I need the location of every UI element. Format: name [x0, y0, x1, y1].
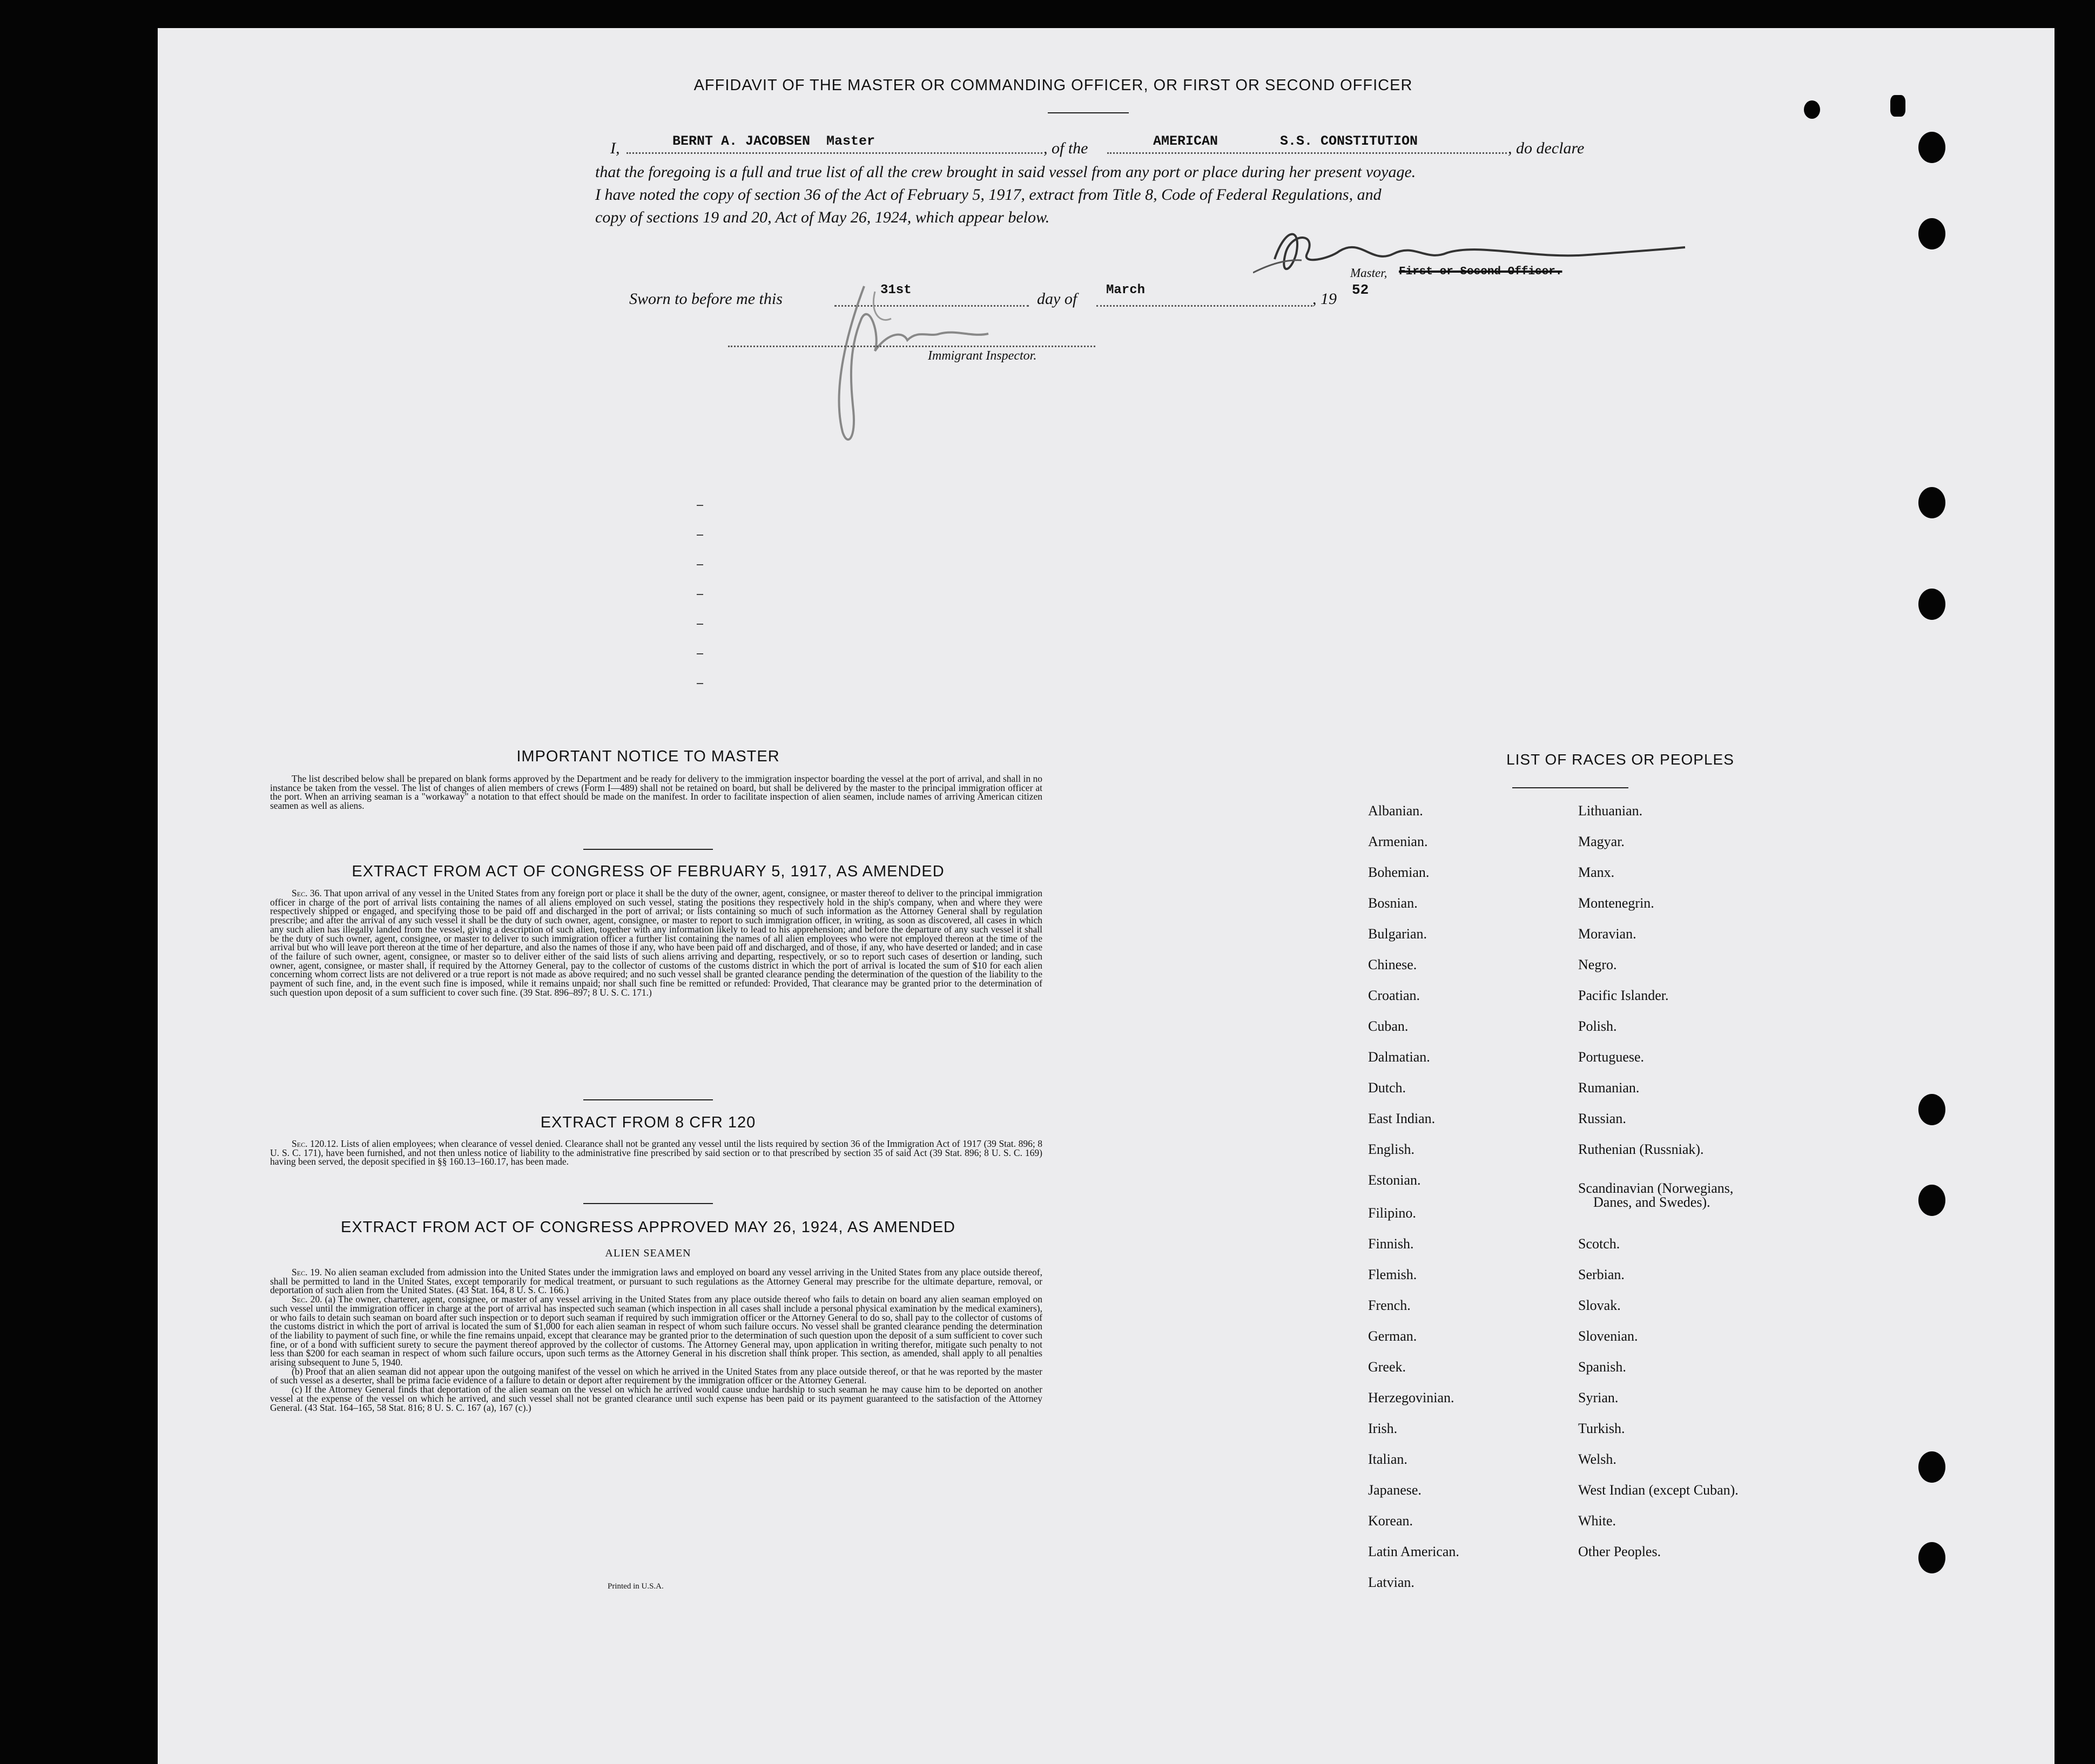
race-right-item: White.: [1578, 1513, 1616, 1529]
race-right-item: Magyar.: [1578, 834, 1625, 849]
race-right-item: Polish.: [1578, 1018, 1617, 1034]
affidavit-i-label: I,: [610, 139, 620, 157]
of-the-label: , of the: [1043, 139, 1088, 157]
sec-19-text: No alien seaman excluded from admission into the United States under the immigration laws and employed on board any vessel arriving in the United States from any place outside thereof, shall be permitted to land in the United States, except temporarily for medical treatment, or pursuant to such regulations as the Attorney General may prescribe for the ultimate departure, removal, or deportation of such alien from the United States. (43 Stat. 164, 8 U. S. C. 166.): [270, 1267, 1042, 1296]
races-title: LIST OF RACES OR PEOPLES: [1506, 751, 1734, 768]
race-left-item: Filipino.: [1368, 1205, 1416, 1221]
punch-hole: [1890, 95, 1905, 117]
extract-1917-sec: Sec. 36.: [292, 888, 322, 898]
notice-body: The list described below shall be prepared on blank forms approved by the Department and be ready for delivery to the immigration inspector boarding the vessel at the port of arrival, and shall in no instance be taken from the vessel. The list of changes of alien members of crews (Form I—489) shall not be retained on board, but shall be delivered by the master to the principal immigration officer at the port. When an arriving seaman is a "workaway" a notation to that effect should be made on the manifest. In order to facilitate inspection of alien seamen, include names of arriving American citizen seamen as well as aliens.: [270, 773, 1042, 812]
race-left-item: Bohemian.: [1368, 864, 1430, 880]
race-left-item: Albanian.: [1368, 803, 1423, 819]
sworn-label: Sworn to before me this: [629, 290, 783, 308]
punch-hole: [1918, 1451, 1945, 1483]
race-left-item: Dalmatian.: [1368, 1049, 1430, 1065]
race-right-item: Welsh.: [1578, 1451, 1616, 1467]
race-left-item: East Indian.: [1368, 1111, 1436, 1126]
extract-1924-body: [270, 1268, 1042, 1412]
sworn-month: March: [1106, 283, 1146, 298]
vessel-name: S.S. CONSTITUTION: [1280, 133, 1418, 149]
punch-hole: [1918, 1094, 1945, 1125]
month-line: [1096, 305, 1312, 307]
race-left-item: Bulgarian.: [1368, 926, 1427, 942]
race-left-item: French.: [1368, 1297, 1411, 1313]
printed-in-usa: Printed in U.S.A.: [608, 1582, 664, 1591]
extract-1924-title: EXTRACT FROM ACT OF CONGRESS APPROVED MAY 26, 1924, AS AMENDED: [341, 1219, 955, 1236]
year-prefix: , 19: [1312, 290, 1337, 308]
margin-tick: [697, 653, 703, 654]
inspector-caption: Immigrant Inspector.: [928, 349, 1037, 363]
race-right-item: Montenegrin.: [1578, 895, 1654, 911]
extract-cfr-sec: Sec. 120.12.: [292, 1138, 339, 1149]
sec-20-label: Sec. 20.: [292, 1294, 322, 1305]
sec-20a-text: (a) The owner, charterer, agent, consignee, or master of any vessel arriving in the United States from any place outside thereof who fails to detain on board any alien seaman employed on such vessel until the immigration officer in charge at the port of arrival has inspected such seaman (which inspection in all cases shall include a personal physical examination by the medical examiners), or who fails to detain such seaman on board after such inspection or to deport such seaman if required by such immigration officer or the Attorney General to do so, shall pay to the collector of customs of the customs district in which the port of arrival is located the sum of $1,000 for each alien seaman in respect of whom such failure occurs. No vessel shall be granted clearance pending the determination of the liability to payment of such fine, or while the fine remains unpaid, except that clearance may be granted prior to the determination of such question upon the deposit of a sum sufficient to cover such fine, or of a bond with sufficient surety to secure the payment thereof approved by the collector of customs. The Attorney General may, upon application in writing therefor, mitigate such penalty to not less than $200 for each seaman in respect of whom such failure occurs, upon such terms as the Attorney General in his discretion shall think proper. This section, as amended, shall apply to all penalties arising subsequent to June 5, 1940.: [270, 1294, 1042, 1368]
margin-tick: [697, 624, 703, 625]
race-right-item: Syrian.: [1578, 1390, 1619, 1405]
race-left-item: Bosnian.: [1368, 895, 1418, 911]
divider: [1048, 112, 1129, 113]
race-right-item: Serbian.: [1578, 1267, 1625, 1282]
race-left-item: Armenian.: [1368, 834, 1428, 849]
divider: [583, 849, 713, 850]
sec-20b-text: (b) Proof that an alien seaman did not appear upon the outgoing manifest of the vessel on which he arrived in the United States from any place outside thereof, or that he was reported by the master of such vessel as a deserter, shall be prima facie evidence of a failure to detain or deport after requirement by the immigration officer or the Attorney General.: [270, 1366, 1042, 1386]
sec-20c-text: (c) If the Attorney General finds that deportation of the alien seaman on the vessel on which he arrived would cause undue hardship to such seaman he may cause him to be deported on another vessel at the expense of the vessel on which he arrived, and such vessel shall not be granted clearance until such expense has been paid or its payment guaranteed to the satisfaction of the Attorney General. (43 Stat. 164–165, 58 Stat. 816; 8 U. S. C. 167 (a), 167 (c).): [270, 1384, 1042, 1413]
race-left-item: Greek.: [1368, 1359, 1406, 1375]
day-of-label: day of: [1037, 290, 1077, 308]
nationality: AMERICAN: [1153, 133, 1218, 149]
sworn-year: 52: [1352, 282, 1369, 298]
race-left-item: English.: [1368, 1141, 1414, 1157]
race-right-item: Lithuanian.: [1578, 803, 1643, 819]
race-left-item: Estonian.: [1368, 1172, 1421, 1188]
margin-tick: [697, 505, 703, 506]
divider: [583, 1203, 713, 1204]
notice-title: IMPORTANT NOTICE TO MASTER: [516, 748, 780, 765]
race-left-item: Herzegovinian.: [1368, 1390, 1454, 1405]
extract-cfr-title: EXTRACT FROM 8 CFR 120: [540, 1114, 756, 1131]
race-left-item: Korean.: [1368, 1513, 1413, 1529]
margin-tick: [697, 535, 703, 536]
race-right-item: Danes, and Swedes).: [1593, 1194, 1710, 1210]
officer-caption-struck: First or Second Officer.: [1399, 266, 1562, 278]
margin-tick: [697, 683, 703, 684]
race-right-item: West Indian (except Cuban).: [1578, 1482, 1739, 1498]
race-right-item: Manx.: [1578, 864, 1615, 880]
vessel-line: [1107, 152, 1507, 154]
punch-hole: [1918, 589, 1945, 620]
sec-19-label: Sec. 19.: [292, 1267, 322, 1278]
race-left-item: Latin American.: [1368, 1544, 1459, 1559]
extract-cfr-text: Lists of alien employees; when clearance of vessel denied. Clearance shall not be granted any vessel until the lists required by section 36 of the Immigration Act of 1917 (39 Stat. 896; 8 U. S. C. 171), have been furnished, and not then unless notice of liability to the administrative fine prescribed by said section or to that prescribed by section 35 of said Act (39 Stat. 896; 8 U. S. C. 169) having been served, the deposit specified in §§ 160.13–160.17, has been made.: [270, 1138, 1042, 1167]
master-name: BERNT A. JACOBSEN Master: [672, 133, 875, 149]
divider: [583, 1099, 713, 1100]
declaration-line-4: copy of sections 19 and 20, Act of May 26, 1924, which appear below.: [595, 208, 1050, 226]
extract-1917-body: [270, 889, 1042, 997]
race-right-item: Moravian.: [1578, 926, 1636, 942]
race-left-item: Dutch.: [1368, 1080, 1406, 1096]
do-declare-label: , do declare: [1508, 139, 1585, 157]
punch-hole: [1918, 487, 1945, 518]
race-right-item: Slovak.: [1578, 1297, 1621, 1313]
extract-cfr-body: [270, 1139, 1042, 1166]
affidavit-title: AFFIDAVIT OF THE MASTER OR COMMANDING OFFICER, OR FIRST OR SECOND OFFICER: [693, 77, 1413, 94]
race-left-item: Italian.: [1368, 1451, 1407, 1467]
punch-hole: [1918, 1185, 1945, 1216]
declaration-line-2: that the foregoing is a full and true list of all the crew brought in said vessel from any port or place during her present voyage.: [595, 163, 1416, 181]
race-right-item: Other Peoples.: [1578, 1544, 1661, 1559]
race-right-item: Scotch.: [1578, 1236, 1620, 1252]
inspector-line: [728, 346, 1095, 347]
name-line: [627, 152, 1042, 154]
race-right-item: Spanish.: [1578, 1359, 1626, 1375]
margin-tick: [697, 564, 703, 565]
punch-hole: [1918, 1542, 1945, 1573]
race-right-item: Turkish.: [1578, 1421, 1625, 1436]
divider: [1512, 787, 1628, 788]
extract-1917-text: That upon arrival of any vessel in the United States from any foreign port or place it shall be the duty of the owner, agent, consignee, or master thereof to deliver to the principal immigration officer in charge of the port of arrival lists containing the names of all aliens employed on such vessel, stating the positions they respectively hold in the ship's company, when and where they were respectively shipped or engaged, and specifying those to be paid off and discharged in the port of arrival; or lists containing so much of such information as the Attorney General shall by regulation prescribe; and after the arrival of any such vessel it shall be the duty of such owner, agent, consignee, or master to report to such immigration officer, in writing, as soon as discovered, all cases in which any such alien has illegally landed from the vessel, giving a description of such alien, together with any information likely to lead to his apprehension; and before the departure of any such vessel it shall be the duty of such owner, agent, consignee, or master to deliver to such immigration officer a further list containing the names of all alien employees who were not employed thereon at the time of the arrival but who will leave port thereon at the time of her departure, and also the names of those if any, who have been paid off and discharged, and of those, if any, who have deserted or landed; and in case of the failure of such owner, agent, consignee, or master so to deliver either of the said lists of such aliens arriving and departing, respectively, or so to report such cases of desertion or landing, such owner, agent, consignee, or master shall, if required by the Attorney General, pay to the collector of customs of the customs district in which the port of arrival is located the sum of $10 for each alien concerning whom correct lists are not delivered or a true report is not made as above required; and no such vessel shall be granted clearance pending the determination of the question of the liability to the payment of such fine, and, in the event such fine is imposed, while it remains unpaid; nor shall such fine be remitted or refunded: Provided, That clearance may be granted prior to the determination of such question upon deposit of a sum sufficient to cover such fine. (39 Stat. 896–897; 8 U. S. C. 171.): [270, 888, 1042, 998]
race-left-item: Finnish.: [1368, 1236, 1414, 1252]
sworn-day: 31st: [880, 283, 912, 298]
alien-seamen-subtitle: ALIEN SEAMEN: [605, 1247, 691, 1259]
race-right-item: Rumanian.: [1578, 1080, 1640, 1096]
race-left-item: Latvian.: [1368, 1574, 1414, 1590]
race-right-item: Scandinavian (Norwegians,: [1578, 1180, 1734, 1196]
margin-tick: [697, 594, 703, 595]
extract-1917-title: EXTRACT FROM ACT OF CONGRESS OF FEBRUARY 5, 1917, AS AMENDED: [352, 863, 945, 880]
race-left-item: Flemish.: [1368, 1267, 1417, 1282]
race-left-item: Croatian.: [1368, 988, 1420, 1003]
punch-hole: [1918, 218, 1945, 249]
punch-hole: [1804, 100, 1820, 119]
race-right-item: Portuguese.: [1578, 1049, 1645, 1065]
race-right-item: Pacific Islander.: [1578, 988, 1669, 1003]
race-right-item: Ruthenian (Russniak).: [1578, 1141, 1704, 1157]
declaration-line-3: I have noted the copy of section 36 of the Act of February 5, 1917, extract from Title 8, Code of Federal Regulations, and: [595, 186, 1382, 204]
race-left-item: Irish.: [1368, 1421, 1398, 1436]
race-left-item: German.: [1368, 1328, 1417, 1344]
race-left-item: Chinese.: [1368, 957, 1417, 972]
race-left-item: Cuban.: [1368, 1018, 1409, 1034]
punch-hole: [1918, 132, 1945, 163]
master-caption: Master,: [1350, 266, 1387, 280]
race-left-item: Japanese.: [1368, 1482, 1422, 1498]
race-right-item: Russian.: [1578, 1111, 1626, 1126]
race-right-item: Slovenian.: [1578, 1328, 1638, 1344]
race-right-item: Negro.: [1578, 957, 1617, 972]
